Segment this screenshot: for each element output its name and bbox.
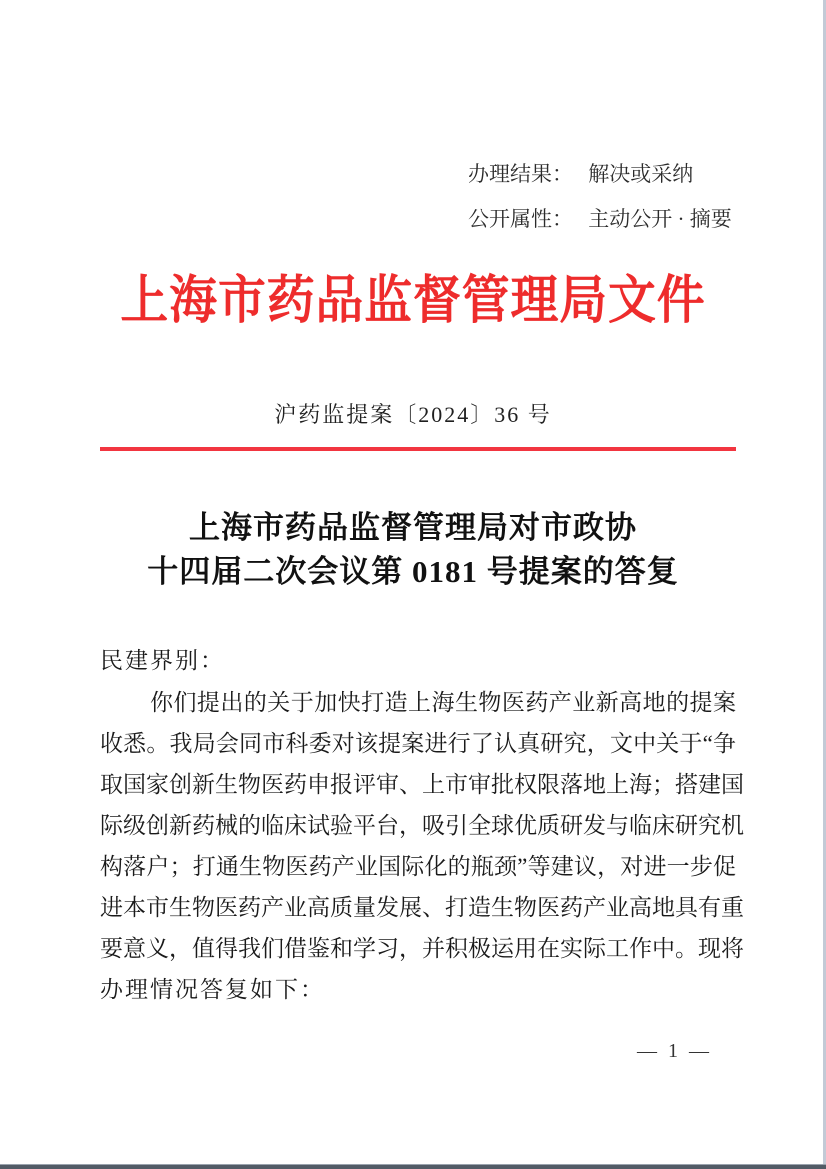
page-number: — 1 — (637, 1040, 712, 1062)
body-line: 进本市生物医药产业高质量发展、打造生物医药产业高地具有重 (100, 895, 744, 920)
document-title-line1: 上海市药品监督管理局对市政协 (189, 510, 637, 545)
document-number: 沪药监提案〔2024〕36 号 (274, 402, 552, 427)
processing-result-label: 办理结果： (468, 162, 573, 186)
processing-result-value: 解决或采纳 (588, 162, 694, 186)
body-line: 收悉。我局会同市科委对该提案进行了认真研究，文中关于“争 (100, 731, 736, 756)
body-line: 际级创新药械的临床试验平台，吸引全球优质研发与临床研究机 (100, 813, 744, 838)
disclosure-row (468, 197, 732, 242)
body-line: 构落户；打通生物医药产业国际化的瓶颈”等建议，对进一步促 (100, 854, 736, 879)
document-title (0, 506, 826, 594)
red-divider-rule (100, 447, 736, 451)
scan-edge-bottom (0, 1164, 826, 1169)
body-line: 办理情况答复如下： (100, 977, 325, 1002)
disclosure-value: 主动公开 · 摘要 (588, 207, 732, 231)
body-line: 要意义，值得我们借鉴和学习，并积极运用在实际工作中。现将 (100, 936, 744, 961)
body-paragraph (100, 682, 744, 1010)
body-line: 取国家创新生物医药申报评审、上市审批权限落地上海；搭建国 (100, 772, 744, 797)
processing-result-row (468, 152, 732, 197)
salutation: 民建界别： (100, 648, 225, 673)
header-meta (468, 152, 732, 242)
body-line: 你们提出的关于加快打造上海生物医药产业新高地的提案 (150, 690, 736, 715)
document-title-line2: 十四届二次会议第 0181 号提案的答复 (147, 554, 679, 589)
disclosure-label: 公开属性： (468, 207, 573, 231)
agency-banner-title: 上海市药品监督管理局文件 (120, 273, 706, 330)
